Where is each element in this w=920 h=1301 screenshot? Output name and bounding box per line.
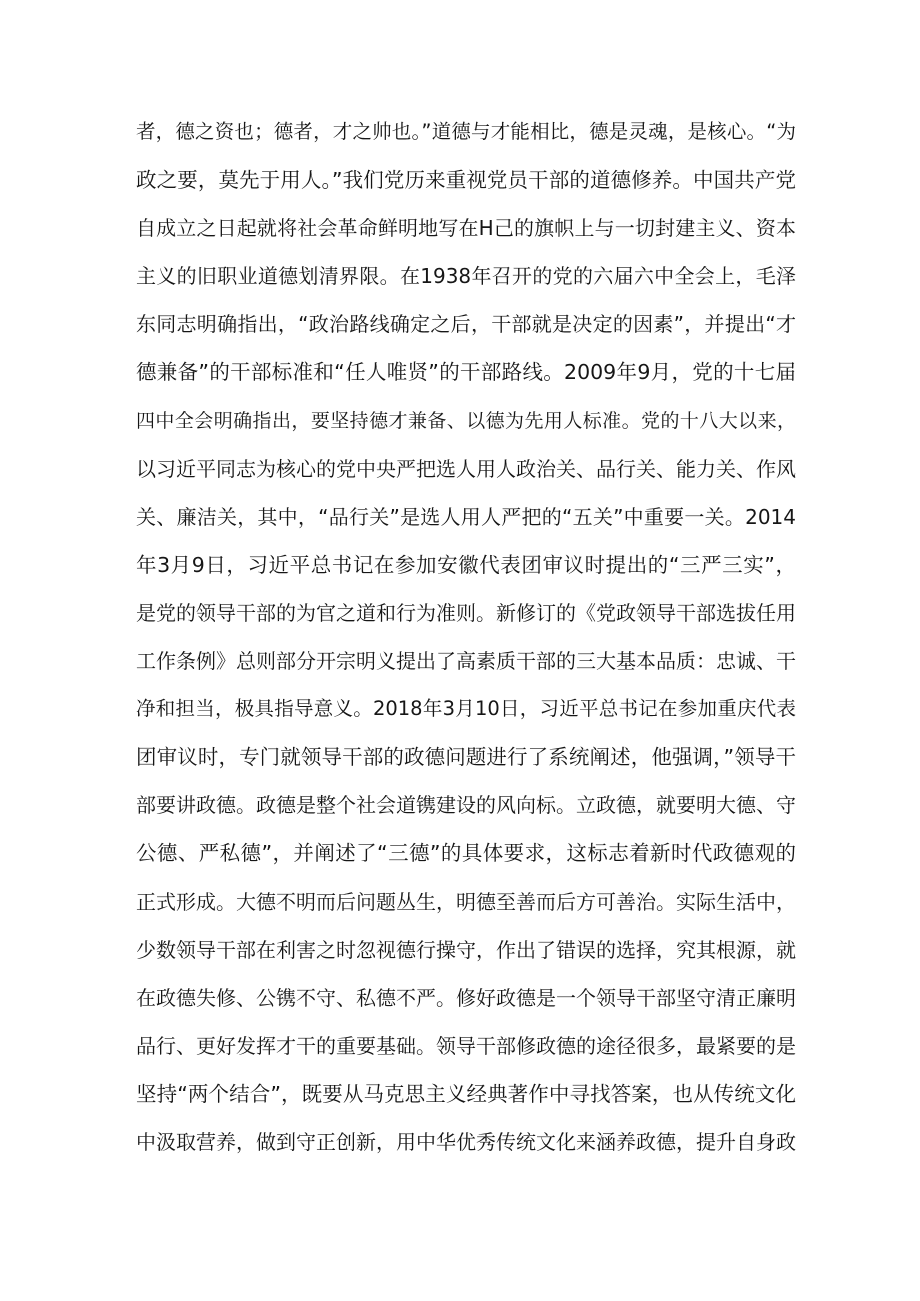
text-line-10: 年3月9日，习近平总书记在参加安徽代表团审议时提出的“三严三实”， bbox=[136, 552, 796, 577]
text-line-1: 者，德之资也；德者，才之帅也。”道德与才能相比，德是灵魂，是核心。“为 bbox=[136, 120, 796, 143]
text-line-15: 部要讲政德。政德是整个社会道镌建设的风向标。立政德，就要明大德、守 bbox=[136, 793, 796, 818]
text-line-11: 是党的领导干部的为官之道和行为准则。新修订的《党政领导干部选拔任用 bbox=[136, 600, 796, 625]
text-line-17: 正式形成。大德不明而后问题丛生，明德至善而后方可善治。实际生活中， bbox=[136, 889, 796, 914]
text-line-14: 团审议时，专门就领导干部的政德问题进行了系统阐述，他强调，”领导干 bbox=[136, 745, 796, 770]
text-line-16: 公德、严私德”，并阐述了“三德”的具体要求，这标志着新时代政德观的 bbox=[136, 841, 796, 866]
text-line-2: 政之要，莫先于用人。”我们党历来重视党员干部的道德修养。中国共产党 bbox=[136, 168, 796, 193]
text-line-3: 自成立之日起就将社会革命鲜明地写在H己的旗帜上与一切封建主义、资本 bbox=[136, 216, 796, 241]
text-line-6: 德兼备”的干部标准和“任人唯贤”的干部路线。2009年9月，党的十七届 bbox=[136, 360, 796, 385]
text-line-20: 品行、更好发挥才干的重要基础。领导干部修政德的途径很多，最紧要的是 bbox=[136, 1033, 796, 1058]
text-line-8: 以习近平同志为核心的党中央严把选人用人政治关、品行关、能力关、作风 bbox=[136, 456, 796, 481]
text-line-19: 在政德失修、公镌不守、私德不严。修好政德是一个领导干部坚守清正廉明 bbox=[136, 985, 796, 1010]
text-line-12: 工作条例》总则部分开宗明义提出了高素质干部的三大基本品质：忠诚、干 bbox=[136, 649, 796, 674]
text-line-9: 关、廉洁关，其中，“品行关”是选人用人严把的“五关”中重要一关。2014 bbox=[136, 504, 796, 529]
body-paragraph bbox=[136, 108, 796, 1166]
text-line-13: 净和担当，极具指导意义。2018年3月10日，习近平总书记在参加重庆代表 bbox=[136, 697, 796, 721]
text-line-4: 主义的旧职业道德划清界限。在1938年召开的党的六届六中全会上，毛泽 bbox=[136, 264, 796, 289]
text-line-7: 四中全会明确指出，要坚持德才兼备、以德为先用人标准。党的十八大以来， bbox=[136, 409, 796, 432]
text-line-21: 坚持“两个结合”，既要从马克思主义经典著作中寻找答案，也从传统文化 bbox=[136, 1081, 796, 1106]
text-line-22: 中汲取营养，做到守正创新，用中华优秀传统文化来涵养政德，提升自身政 bbox=[136, 1129, 796, 1154]
text-line-18: 少数领导干部在利害之时忽视德行操守，作出了错误的选择，究其根源，就 bbox=[136, 937, 796, 962]
text-line-5: 东同志明确指出，“政治路线确定之后，干部就是决定的因素”，并提出“才 bbox=[136, 312, 796, 337]
